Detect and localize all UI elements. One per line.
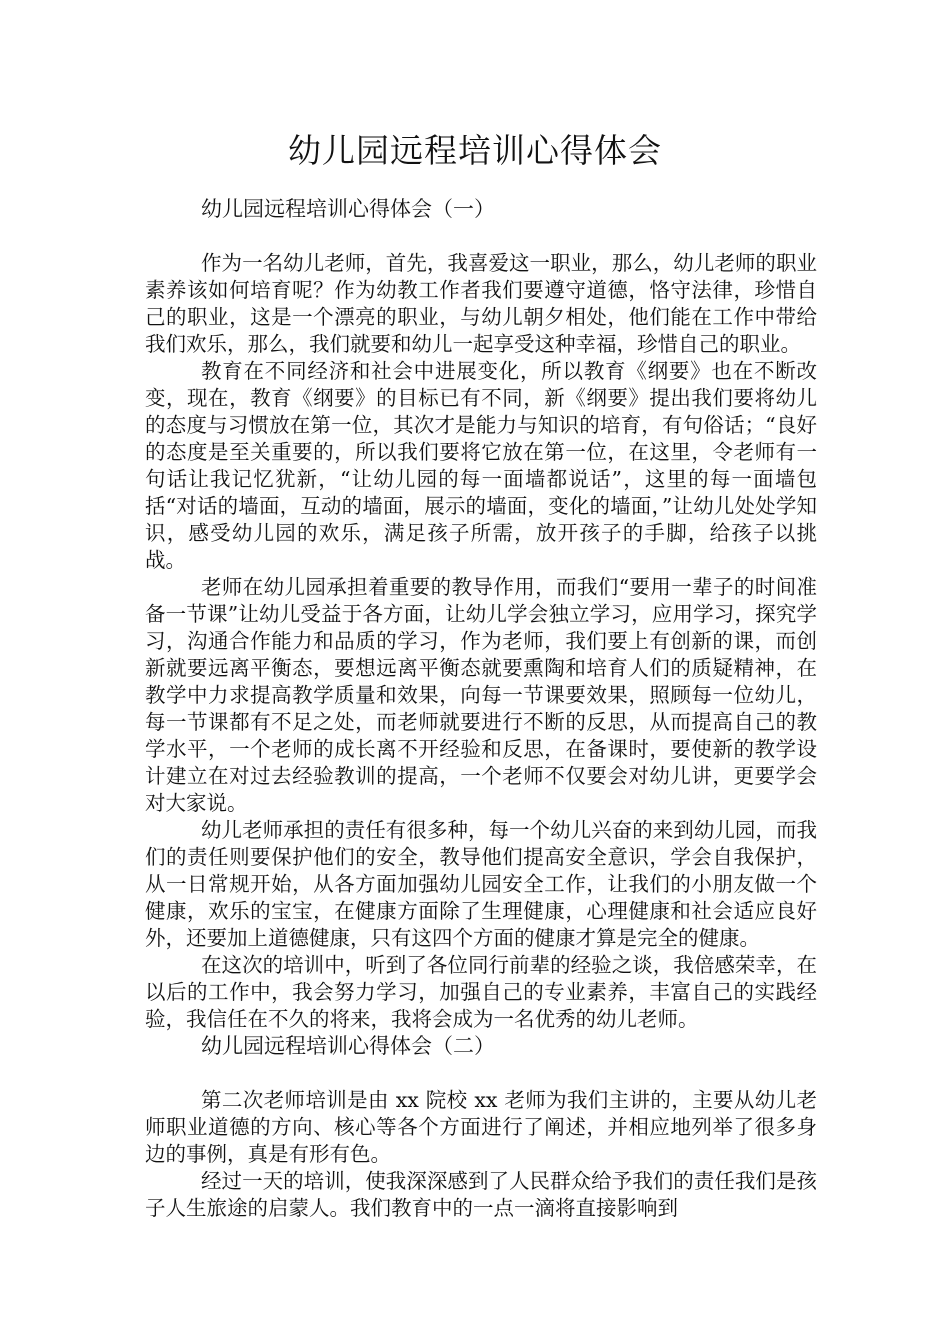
section-heading-1: 幼儿园远程培训心得体会（一） [201, 197, 495, 221]
paragraph-2-2: 经过一天的培训，使我深深感到了人民群众给予我们的责任我们是孩子人生旅途的启蒙人。我们教育中的一点一滴将直接影响到 [145, 1169, 817, 1220]
section-heading-2: 幼儿园远程培训心得体会（二） [201, 1034, 495, 1058]
paragraph-1-2: 教育在不同经济和社会中进展变化，所以教育《纲要》也在不断改变，现在，教育《纲要》的目标已有不同，新《纲要》提出我们要将幼儿的态度与习惯放在第一位，其次才是能力与知识的培育，有句俗话；“良好的态度是至关重要的，所以我们要将它放在第一位，在这里，令老师有一句话让我记忆犹新，“让幼儿园的每一面墙都说话”，这里的每一面墙包括“对话的墙面，互动的墙面，展示的墙面，变化的墙面，”让幼儿处处学知识，感受幼儿园的欢乐，满足孩子所需，放开孩子的手脚，给孩子以挑战。 [145, 359, 817, 572]
paragraph-1-4: 幼儿老师承担的责任有很多种，每一个幼儿兴奋的来到幼儿园，而我们的责任则要保护他们的安全，教导他们提高安全意识，学会自我保护，从一日常规开始，从各方面加强幼儿园安全工作，让我们的小朋友做一个健康，欢乐的宝宝，在健康方面除了生理健康，心理健康和社会适应良好外，还要加上道德健康，只有这四个方面的健康才算是完全的健康。 [145, 818, 817, 950]
paragraph-1-3: 老师在幼儿园承担着重要的教导作用，而我们“要用一辈子的时间准备一节课”让幼儿受益于各方面，让幼儿学会独立学习，应用学习，探究学习，沟通合作能力和品质的学习，作为老师，我们要上有创新的课，而创新就要远离平衡态，要想远离平衡态就要熏陶和培育人们的质疑精神，在教学中力求提高教学质量和效果，向每一节课要效果，照顾每一位幼儿，每一节课都有不足之处，而老师就要进行不断的反思，从而提高自己的教学水平，一个老师的成长离不开经验和反思，在备课时，要使新的教学设计建立在对过去经验教训的提高，一个老师不仅要会对幼儿讲，更要学会对大家说。 [145, 575, 817, 815]
document-body [145, 196, 817, 1222]
paragraph-2-1: 第二次老师培训是由 xx 院校 xx 老师为我们主讲的，主要从幼儿老师职业道德的方向、核心等各个方面进行了阐述，并相应地列举了很多身边的事例，真是有形有色。 [145, 1088, 817, 1166]
document-title: 幼儿园远程培训心得体会 [288, 131, 662, 170]
paragraph-1-1: 作为一名幼儿老师，首先，我喜爱这一职业，那么，幼儿老师的职业素养该如何培育呢？作为幼教工作者我们要遵守道德，恪守法律，珍惜自己的职业，这是一个漂亮的职业，与幼儿朝夕相处，他们能在工作中带给我们欢乐，那么，我们就要和幼儿一起享受这种幸福，珍惜自己的职业。 [145, 251, 817, 356]
paragraph-1-5: 在这次的培训中，听到了各位同行前辈的经验之谈，我倍感荣幸，在以后的工作中，我会努力学习，加强自己的专业素养，丰富自己的实践经验，我信任在不久的将来，我将会成为一名优秀的幼儿老师。 [145, 953, 817, 1031]
